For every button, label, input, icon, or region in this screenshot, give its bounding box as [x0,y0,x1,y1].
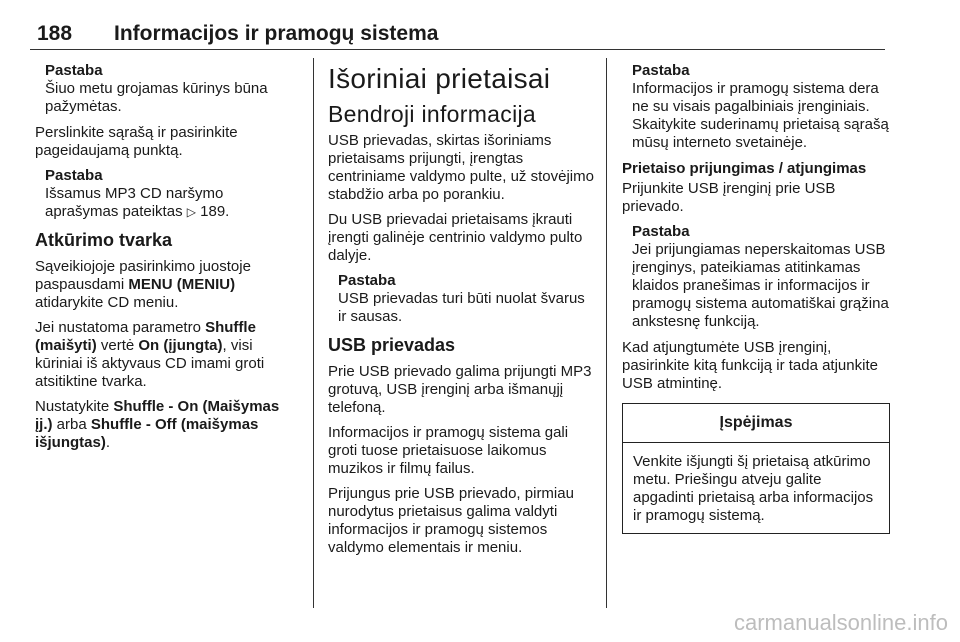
text-part: atidarykite CD meniu. [35,294,179,311]
column-right [622,62,890,534]
menu-term: Shuffle - Off (maišymas išjungtas) [35,416,259,451]
paragraph [35,398,297,452]
section-title: Bendroji informacija [328,101,536,127]
note-label: Pastaba [338,272,396,289]
note-block [328,272,596,326]
paragraph [35,319,297,391]
paragraph: Du USB prievadai prietaisams įkrauti įrengti galinėje centrinio valdymo pulto dalyje. [328,211,583,264]
chapter-title: Išoriniai prietaisai [328,63,551,94]
paragraph: Prijungus prie USB prievado, pirmiau nurodytus prietaisus galima valdyti informacijos ir pramogų sistemos valdymo elementais ir meniu. [328,485,574,556]
note-block [622,62,890,152]
note-block [35,62,297,116]
warning-box [622,403,890,534]
paragraph: Prijunkite USB įrenginį prie USB prievado. [622,180,836,215]
text-part: Sąveikiojoje pasirinkimo juostoje paspausdami [35,258,251,293]
watermark: carmanualsonline.info [733,610,948,635]
note-label: Pastaba [632,223,690,240]
menu-term: On (įjungta) [138,337,223,354]
column-middle [328,62,596,564]
column-divider-1 [313,58,314,608]
text-part: . [105,434,111,451]
note-label: Pastaba [632,62,690,79]
paragraph: Prie USB prievado galima prijungti MP3 grotuvą, USB įrenginį arba išmanųjį telefoną. [328,363,592,416]
column-divider-2 [606,58,607,608]
note-text [45,185,297,221]
note-text: Jei prijungiamas neperskaitomas USB įrenginys, pateikiamas atitinkamas klaidos pranešimas ir informacijos ir pramogų sistema automatiškai grąžina ankstesnę funkciją. [632,241,889,330]
note-text-part: . [225,203,230,220]
column-left [35,62,297,459]
page-reference-link[interactable]: 189 [200,203,226,220]
warning-title: Įspėjimas [623,404,889,443]
note-label: Pastaba [45,167,103,184]
note-block [35,167,297,221]
menu-term: Shuffle (maišyti) [35,319,256,354]
header-title: Informacijos ir pramogų sistema [114,22,439,45]
section-heading: USB prievadas [328,335,456,355]
text-part: arba [52,416,91,433]
page-ref-arrow-icon: ▷ [186,205,196,219]
note-text: Šiuo metu grojamas kūrinys būna pažymėtas. [45,80,268,115]
menu-term: Shuffle - On (Maišymas įj.) [35,398,280,433]
text-part: , visi kūriniai iš aktyvaus CD imami groti atsitiktine tvarka. [35,337,265,390]
warning-text: Venkite išjungti šį prietaisą atkūrimo metu. Priešingu atveju galite apgadinti prietaisą arba informacijos ir pramogų sistemą. [633,453,874,524]
note-text: USB prievadas turi būti nuolat švarus ir sausas. [338,290,585,325]
paragraph: Kad atjungtumėte USB įrenginį, pasirinkite kitą funkciją ir tada atjunkite USB atmintinę. [622,339,878,392]
note-block [622,223,890,331]
page-header [30,20,885,50]
paragraph: Perslinkite sąrašą ir pasirinkite pageidaujamą punktą. [35,124,238,159]
note-text: Informacijos ir pramogų sistema dera ne su visais pagalbiniais įrenginiais. Skaitykite suderinamų prietaisą sąrašą mūsų interneto svetainėje. [632,80,889,151]
header-rule [30,49,885,50]
note-label: Pastaba [45,62,103,79]
text-part: Jei nustatoma parametro [35,319,206,336]
section-heading: Atkūrimo tvarka [35,230,173,250]
page-number: 188 [37,22,73,45]
note-text-part: Išsamus MP3 CD naršymo aprašymas pateiktas [45,185,224,220]
text-part: Nustatykite [35,398,114,415]
paragraph: Informacijos ir pramogų sistema gali groti tuose prietaisuose laikomus muzikos ir filmų failus. [328,424,569,477]
text-part: vertė [96,337,139,354]
menu-term: MENU (MENIU) [128,276,236,293]
subsection-heading: Prietaiso prijungimas / atjungimas [622,160,867,177]
paragraph: USB prievadas, skirtas išoriniams prietaisams prijungti, įrengtas centriniame valdymo pulte, už stovėjimo stabdžio arba po porankiu. [328,132,594,203]
paragraph [35,258,297,312]
